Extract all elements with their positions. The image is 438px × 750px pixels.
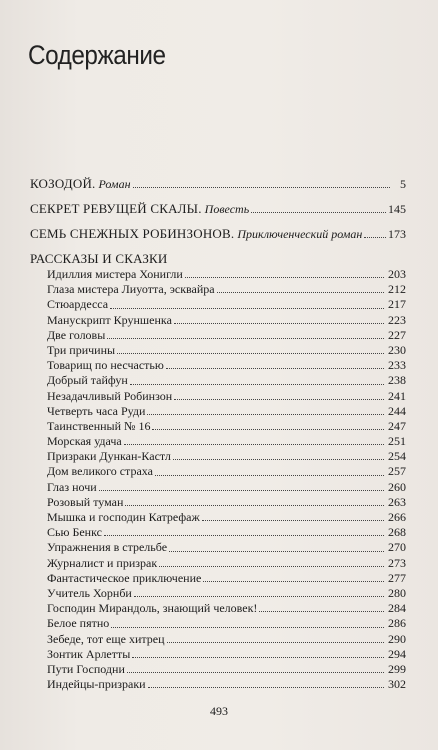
dot-leader bbox=[166, 368, 384, 369]
story-entry bbox=[47, 343, 406, 358]
story-page: 299 bbox=[388, 661, 406, 676]
story-page: 238 bbox=[388, 373, 406, 388]
story-title: Морская удача bbox=[47, 434, 122, 449]
story-title: Фантастическое приключение bbox=[47, 570, 202, 585]
story-page: 223 bbox=[388, 312, 406, 327]
story-title: Мышка и господин Катрефаж bbox=[47, 510, 200, 524]
story-title: Господин Мирандоль, знающий человек! bbox=[47, 601, 258, 616]
story-page: 257 bbox=[388, 464, 406, 479]
section-heading: РАССКАЗЫ И СКАЗКИ bbox=[30, 251, 168, 266]
dot-leader bbox=[203, 581, 384, 582]
dot-leader bbox=[130, 384, 384, 385]
dot-leader bbox=[217, 292, 384, 293]
entry-page: 145 bbox=[388, 202, 406, 216]
story-title: Розовый туман bbox=[47, 494, 124, 509]
dot-leader bbox=[364, 237, 386, 238]
story-entry bbox=[47, 449, 406, 464]
dot-leader bbox=[125, 505, 384, 506]
story-entry bbox=[47, 647, 406, 662]
dot-leader bbox=[185, 277, 384, 278]
story-title: Две головы bbox=[47, 327, 106, 342]
dot-leader bbox=[155, 475, 384, 476]
story-title: Добрый тайфун bbox=[47, 373, 128, 388]
toc-entry bbox=[30, 225, 406, 242]
entry-genre: Приключенческий роман bbox=[237, 227, 363, 241]
story-entry bbox=[47, 632, 406, 647]
dot-leader bbox=[111, 627, 384, 628]
dot-leader bbox=[124, 444, 384, 445]
page-title: Содержание bbox=[28, 40, 166, 70]
entry-gap bbox=[30, 192, 406, 200]
story-title: Глаза мистера Лиуотта, эсквайра bbox=[47, 282, 215, 297]
dot-leader bbox=[167, 642, 384, 643]
dot-leader bbox=[134, 596, 384, 597]
story-page: 227 bbox=[388, 327, 406, 342]
entry-title: КОЗОДОЙ. bbox=[30, 176, 96, 191]
story-page: 290 bbox=[388, 631, 406, 646]
story-title: Глаз ночи bbox=[47, 479, 97, 494]
story-title: Дом великого страха bbox=[47, 464, 153, 479]
story-page: 277 bbox=[388, 570, 406, 585]
entry-title: СЕКРЕТ РЕВУЩЕЙ СКАЛЫ. bbox=[30, 201, 202, 216]
story-entry bbox=[47, 556, 406, 571]
story-title: Идиллия мистера Хонигли bbox=[47, 267, 183, 281]
dot-leader bbox=[159, 566, 384, 567]
story-title: Стюардесса bbox=[47, 297, 109, 312]
dot-leader bbox=[259, 611, 384, 612]
toc-entry bbox=[30, 175, 406, 192]
story-title: Сью Бенкс bbox=[47, 525, 102, 540]
dot-leader bbox=[174, 323, 384, 324]
story-entry bbox=[47, 677, 406, 692]
dot-leader bbox=[104, 535, 384, 536]
dot-leader bbox=[169, 551, 384, 552]
entry-page: 5 bbox=[400, 177, 406, 191]
story-page: 273 bbox=[388, 555, 406, 570]
story-entry bbox=[47, 358, 406, 373]
story-page: 280 bbox=[388, 585, 406, 600]
story-page: 241 bbox=[388, 388, 406, 403]
toc-entry bbox=[30, 200, 406, 217]
dot-leader bbox=[117, 353, 384, 354]
entry-genre: Повесть bbox=[204, 202, 250, 216]
dot-leader bbox=[202, 520, 384, 521]
story-entry bbox=[47, 540, 406, 555]
story-page: 254 bbox=[388, 449, 406, 464]
story-title: Товарищ по несчастью bbox=[47, 358, 164, 373]
story-page: 260 bbox=[388, 479, 406, 494]
story-title: Таинственный № 16 bbox=[47, 418, 151, 433]
story-entry bbox=[47, 389, 406, 404]
dot-leader bbox=[133, 187, 390, 188]
dot-leader bbox=[152, 429, 384, 430]
story-entry bbox=[47, 571, 406, 586]
story-entry bbox=[47, 586, 406, 601]
story-page: 266 bbox=[388, 510, 406, 524]
story-entry bbox=[47, 313, 406, 328]
entry-genre: Роман bbox=[98, 177, 131, 191]
story-page: 251 bbox=[388, 434, 406, 449]
entry-title: СЕМЬ СНЕЖНЫХ РОБИНЗОНОВ. bbox=[30, 226, 235, 241]
dot-leader bbox=[173, 459, 384, 460]
story-page: 217 bbox=[388, 297, 406, 312]
story-entry bbox=[47, 404, 406, 419]
story-entry bbox=[47, 616, 406, 631]
story-entry bbox=[47, 297, 406, 312]
story-page: 203 bbox=[388, 267, 406, 281]
story-title: Призраки Дункан-Кастл bbox=[47, 449, 171, 464]
story-entry bbox=[47, 601, 406, 616]
dot-leader bbox=[110, 308, 384, 309]
story-title: Упражнения в стрельбе bbox=[47, 540, 168, 555]
story-title: Индейцы-призраки bbox=[47, 677, 146, 692]
story-page: 263 bbox=[388, 494, 406, 509]
story-page: 247 bbox=[388, 418, 406, 433]
story-title: Незадачливый Робинзон bbox=[47, 388, 173, 403]
page-number: 493 bbox=[210, 704, 228, 718]
story-title: Манускрипт Круншенка bbox=[47, 312, 172, 327]
story-page: 268 bbox=[388, 525, 406, 540]
story-entry bbox=[47, 282, 406, 297]
story-entry bbox=[47, 525, 406, 540]
story-entry bbox=[47, 328, 406, 343]
dot-leader bbox=[99, 490, 384, 491]
main-entries bbox=[30, 175, 406, 242]
story-page: 270 bbox=[388, 540, 406, 555]
story-entry bbox=[47, 464, 406, 479]
entry-gap bbox=[30, 217, 406, 225]
story-entry bbox=[47, 480, 406, 495]
story-entry bbox=[47, 373, 406, 388]
story-page: 244 bbox=[388, 403, 406, 418]
story-page: 294 bbox=[388, 646, 406, 661]
story-entry bbox=[47, 662, 406, 677]
entry-page: 173 bbox=[388, 227, 406, 241]
dot-leader bbox=[147, 414, 384, 415]
story-page: 284 bbox=[388, 601, 406, 616]
story-title: Зебеде, тот еще хитрец bbox=[47, 631, 165, 646]
story-entry bbox=[47, 419, 406, 434]
story-title: Журналист и призрак bbox=[47, 555, 158, 570]
story-page: 212 bbox=[388, 282, 406, 297]
story-entry bbox=[47, 510, 406, 525]
story-page: 233 bbox=[388, 358, 406, 373]
dot-leader bbox=[132, 657, 384, 658]
table-of-contents bbox=[30, 175, 406, 692]
story-title: Четверть часа Руди bbox=[47, 403, 146, 418]
dot-leader bbox=[127, 672, 384, 673]
story-title: Учитель Хорнби bbox=[47, 585, 132, 600]
story-title: Пути Господни bbox=[47, 661, 125, 676]
story-entry bbox=[47, 267, 406, 282]
dot-leader bbox=[107, 338, 384, 339]
dot-leader bbox=[174, 399, 384, 400]
story-page: 230 bbox=[388, 342, 406, 357]
story-title: Три причины bbox=[47, 342, 116, 357]
dot-leader bbox=[148, 687, 384, 688]
story-page: 286 bbox=[388, 616, 406, 631]
story-title: Белое пятно bbox=[47, 616, 110, 631]
story-title: Зонтик Арлетты bbox=[47, 646, 131, 661]
story-entry bbox=[47, 495, 406, 510]
story-list bbox=[30, 267, 406, 692]
story-page: 302 bbox=[388, 677, 406, 692]
dot-leader bbox=[251, 212, 386, 213]
story-entry bbox=[47, 434, 406, 449]
